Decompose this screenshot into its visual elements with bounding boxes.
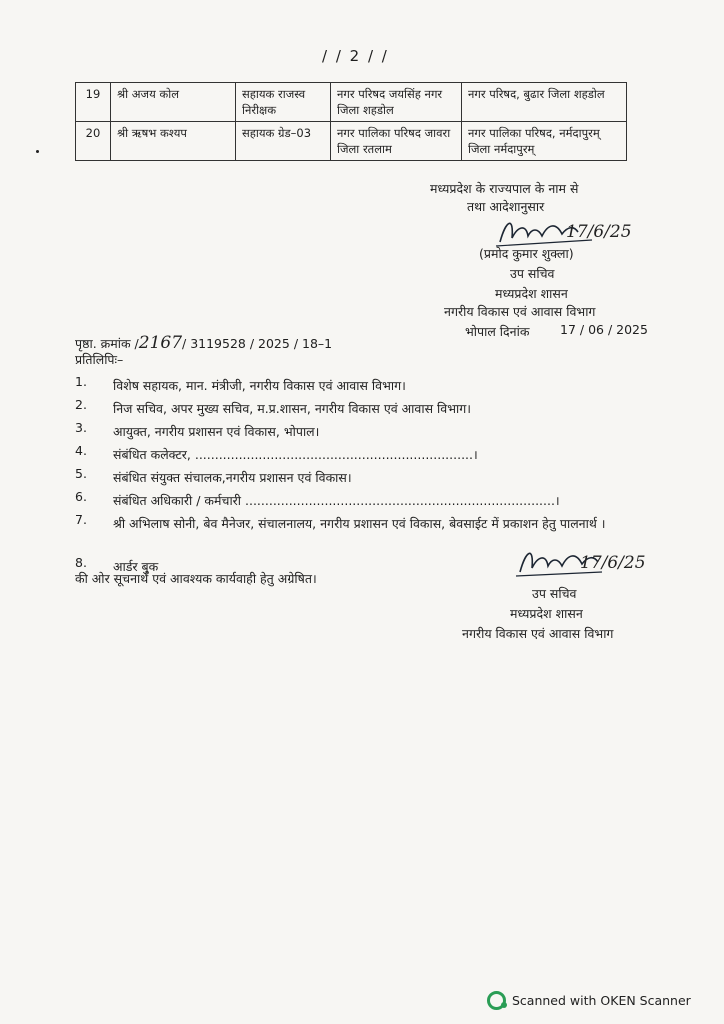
- signatory-designation: उप सचिव: [510, 266, 555, 281]
- scanner-text: Scanned with OKEN Scanner: [512, 993, 691, 1008]
- scanner-logo-icon: [487, 991, 506, 1010]
- current-posting: नगर पालिका परिषद जावरा जिला रतलाम: [331, 122, 462, 161]
- reference-handwritten-number: 2167: [138, 333, 183, 353]
- reference-number: [75, 333, 332, 353]
- order-place-label: भोपाल दिनांक: [465, 324, 530, 339]
- signature-date-top: 17/6/25: [566, 222, 632, 242]
- serial-number: 20: [76, 122, 111, 161]
- bottom-designation: उप सचिव: [532, 586, 577, 601]
- employee-name: श्री अजय कोल: [111, 83, 236, 122]
- signatory-dept: नगरीय विकास एवं आवास विभाग: [444, 304, 596, 319]
- bottom-govt: मध्यप्रदेश शासन: [510, 606, 583, 621]
- order-line-1: मध्यप्रदेश के राज्यपाल के नाम से: [430, 181, 579, 196]
- page-number: / / 2 / /: [322, 47, 389, 65]
- signatory-name: (प्रमोद कुमार शुक्ला): [479, 246, 574, 261]
- current-posting: नगर परिषद जयसिंह नगर जिला शहडोल: [331, 83, 462, 122]
- signatory-govt: मध्यप्रदेश शासन: [495, 286, 568, 301]
- copy-to-label: प्रतिलिपिः–: [75, 352, 124, 367]
- designation: सहायक ग्रेड–03: [236, 122, 331, 161]
- order-line-2: तथा आदेशानुसार: [467, 199, 545, 214]
- table-row: [76, 122, 627, 161]
- designation: सहायक राजस्व निरीक्षक: [236, 83, 331, 122]
- new-posting: नगर परिषद, बुढार जिला शहडोल: [462, 83, 627, 122]
- new-posting: नगर पालिका परिषद, नर्मदापुरम् जिला नर्मदापुरम्: [462, 122, 627, 161]
- employee-name: श्री ऋषभ कश्यप: [111, 122, 236, 161]
- serial-number: 19: [76, 83, 111, 122]
- reference-prefix: पृष्ठा. क्रमांक /: [75, 336, 139, 351]
- scanner-watermark: [487, 991, 691, 1010]
- signature-date-bottom: 17/6/25: [580, 553, 646, 573]
- scan-speck: [36, 150, 39, 153]
- table-row: [76, 83, 627, 122]
- closing-line: की ओर सूचनार्थ एवं आवश्यक कार्यवाही हेतु अग्रेषित।: [75, 571, 317, 586]
- order-date: 17 / 06 / 2025: [560, 322, 648, 337]
- transfer-table: [75, 82, 627, 161]
- bottom-dept: नगरीय विकास एवं आवास विभाग: [462, 626, 614, 641]
- reference-suffix: / 3119528 / 2025 / 18–1: [182, 336, 333, 351]
